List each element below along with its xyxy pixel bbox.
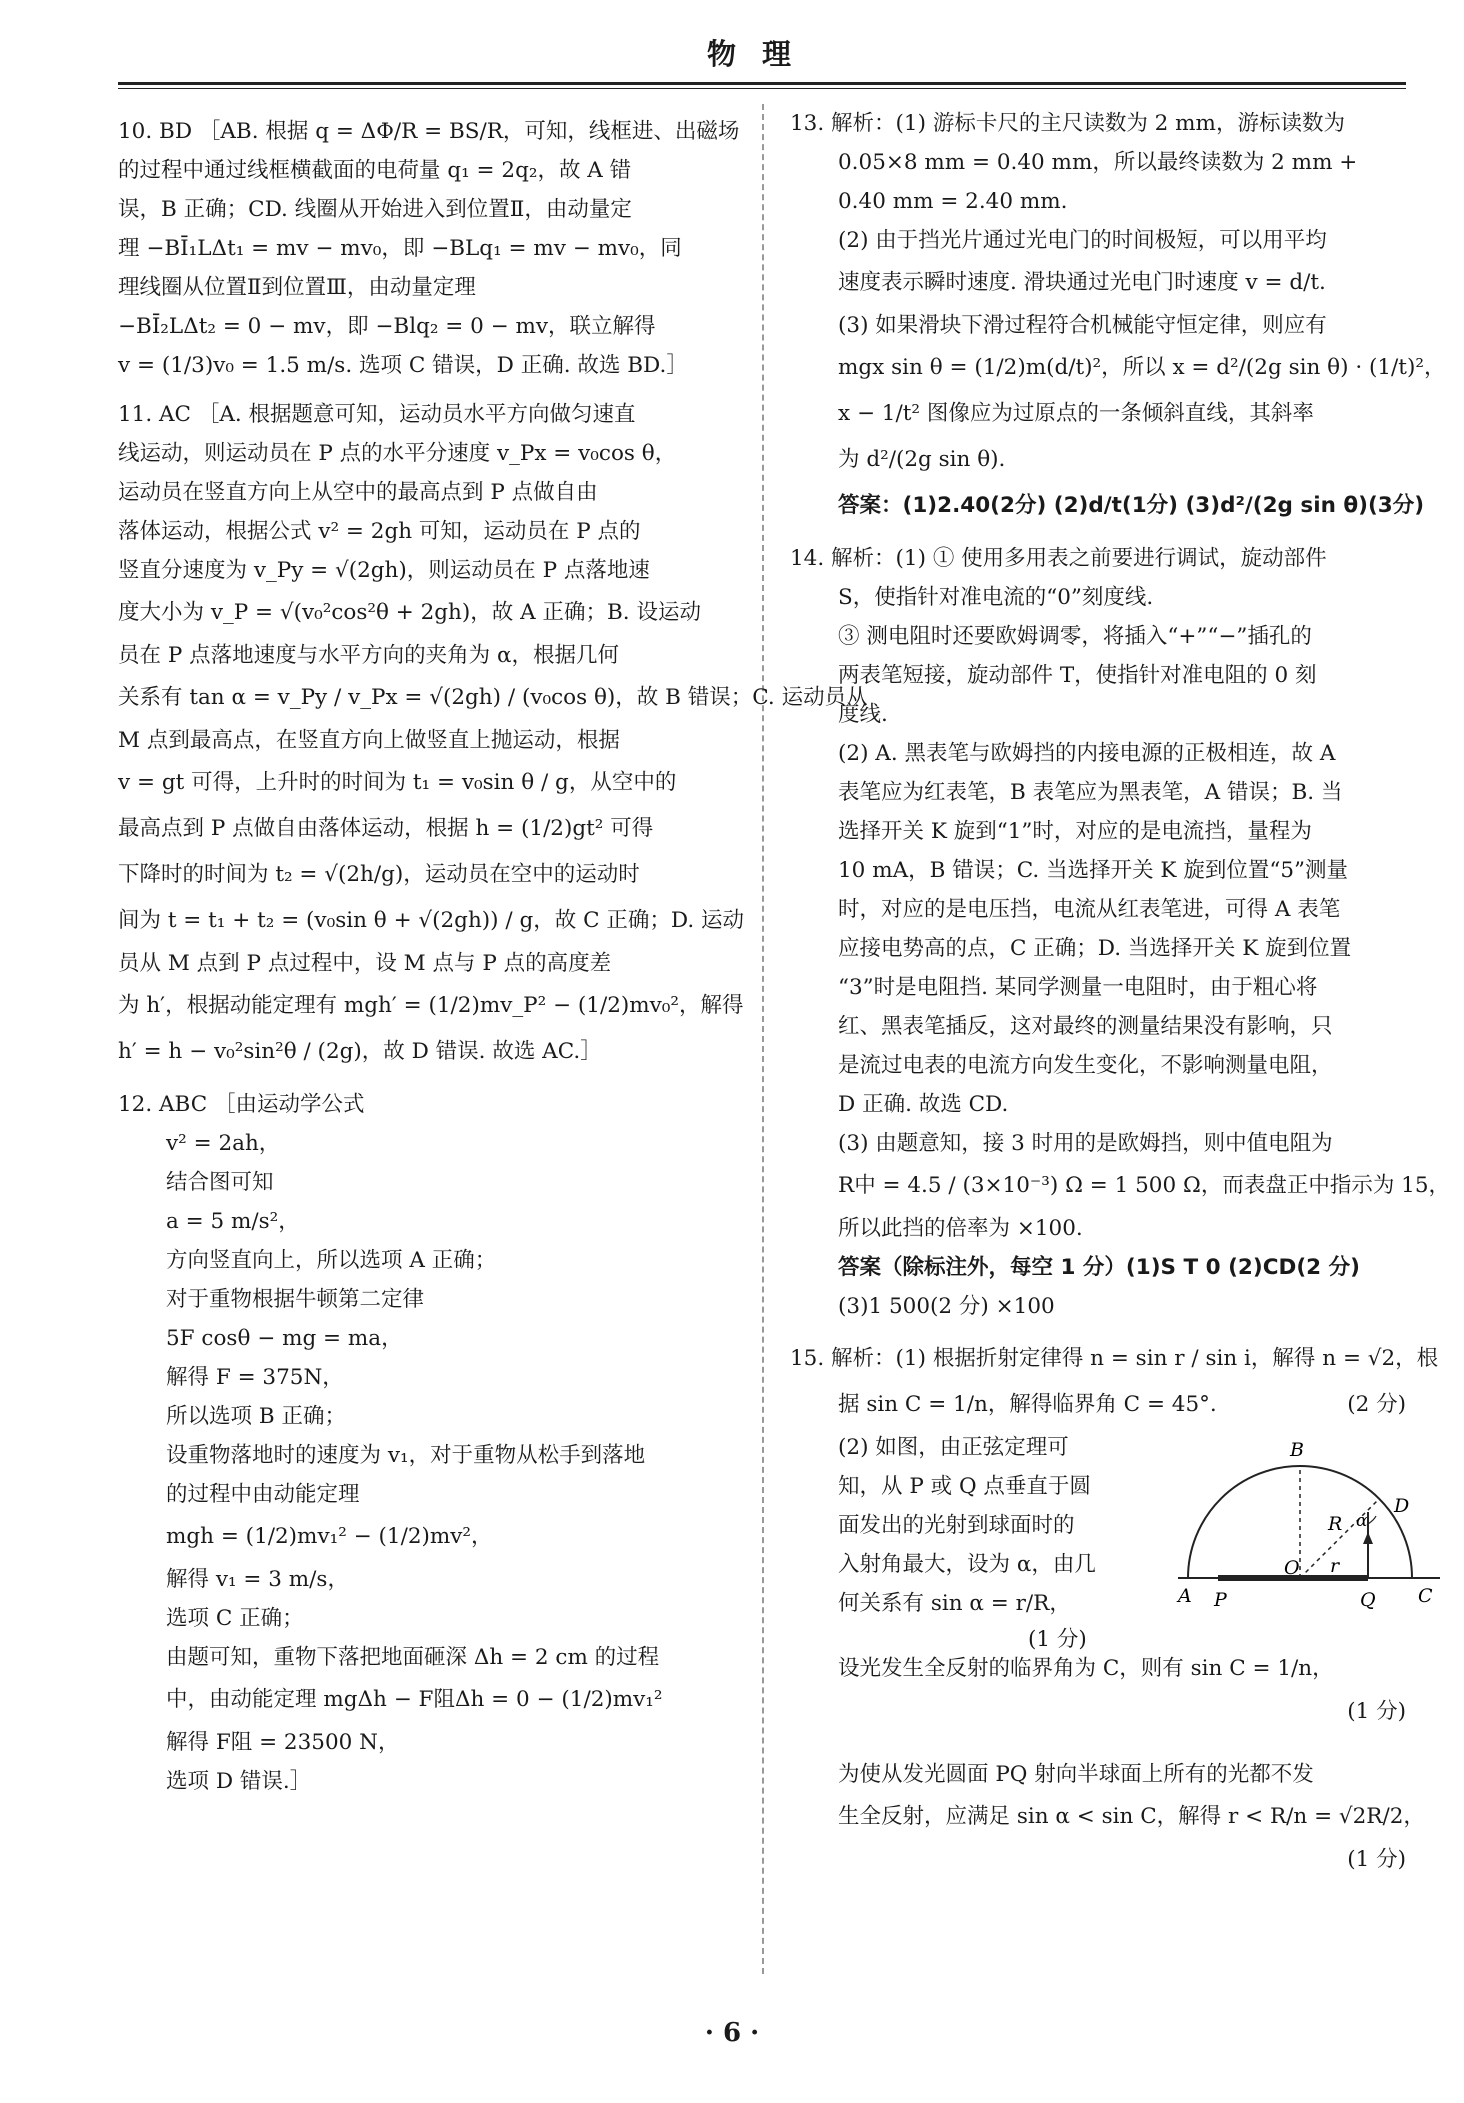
text-line: 中，由动能定理 mgΔh − F阻Δh = 0 − (1/2)mv₁² [166, 1687, 663, 1712]
text-line: 度大小为 v_P = √(v₀²cos²θ + 2gh)，故 A 正确；B. 设运动 [118, 600, 701, 625]
text-line: 15. 解析：(1) 根据折射定律得 n = sin r / sin i，解得 n = √2，根 [790, 1346, 1439, 1371]
answer-10 [118, 112, 738, 385]
text-line: 下降时的时间为 t₂ = √(2h/g)，运动员在空中的运动时 [118, 862, 640, 887]
angle-alpha-arc [1368, 1516, 1376, 1524]
text-line: 红、黑表笔插反，这对最终的测量结果没有影响，只 [838, 1014, 1333, 1039]
text-line: 关系有 tan α = v_Py / v_Px = √(2gh) / (v₀cos θ)，故 B 错误；C. 运动员从 [118, 685, 868, 710]
text-line: (2) 由于挡光片通过光电门的时间极短，可以用平均 [838, 228, 1327, 253]
answer-label: 答案（除标注外，每空 1 分）(1)S T 0 (2)CD(2 分) [838, 1255, 1360, 1280]
text-line: 解得 F阻 = 23500 N， [166, 1730, 400, 1755]
text-line: 表笔应为红表笔，B 表笔应为黑表笔，A 错误；B. 当 [838, 780, 1343, 805]
text-line: 最高点到 P 点做自由落体运动，根据 h = (1/2)gt² 可得 [118, 816, 654, 841]
text-line: 12. ABC ［由运动学公式 [118, 1092, 365, 1117]
label-a: A [1178, 1585, 1192, 1607]
text-line: (3) 如果滑块下滑过程符合机械能守恒定律，则应有 [838, 313, 1327, 338]
text-line: M 点到最高点，在竖直方向上做竖直上抛运动，根据 [118, 728, 620, 753]
text-line: a = 5 m/s²， [166, 1209, 300, 1234]
label-b: B [1290, 1439, 1304, 1461]
text-line: 设重物落地时的速度为 v₁，对于重物从松手到落地 [166, 1443, 646, 1468]
ray-arrow [1363, 1532, 1373, 1544]
text-line: 为 d²/(2g sin θ). [838, 447, 1006, 472]
text-span: 据 sin C = 1/n，解得临界角 C = 45°. [838, 1392, 1217, 1417]
text-line: 的过程中由动能定理 [166, 1482, 360, 1507]
text-line: 方向竖直向上，所以选项 A 正确； [166, 1248, 497, 1273]
text-line: 两表笔短接，旋动部件 T，使指针对准电阻的 0 刻 [838, 663, 1317, 688]
text-line: 5F cosθ − mg = ma， [166, 1326, 403, 1351]
text-line: 所以选项 B 正确； [166, 1404, 346, 1429]
header-rule-thin [118, 88, 1406, 89]
score-mark: (1 分) [1347, 1699, 1406, 1724]
text-line: (2) A. 黑表笔与欧姆挡的内接电源的正极相连，故 A [838, 741, 1336, 766]
text-line: 选项 C 正确； [166, 1606, 304, 1631]
text-line: 0.05×8 mm = 0.40 mm，所以最终读数为 2 mm + [838, 150, 1358, 175]
text-line: 间为 t = t₁ + t₂ = (v₀sin θ + √(2gh)) / g，故 C 正确；D. 运动 [118, 908, 744, 933]
text-line: R中 = 4.5 / (3×10⁻³) Ω = 1 500 Ω，而表盘正中指示为 15， [838, 1173, 1451, 1198]
text-line: mgh = (1/2)mv₁² − (1/2)mv²， [166, 1524, 493, 1549]
figure-caption-text [838, 1428, 1128, 1623]
text-line: 度线. [838, 702, 888, 727]
text-line: mgx sin θ = (1/2)m(d/t)²，所以 x = d²/(2g sin θ) · (1/t)²， [838, 355, 1446, 380]
text-line: (3)1 500(2 分) ×100 [838, 1294, 1055, 1319]
score-mark: (2 分) [1347, 1392, 1406, 1417]
text-line: 理线圈从位置Ⅱ到位置Ⅲ，由动量定理 [118, 275, 476, 300]
text-line: 结合图可知 [166, 1170, 274, 1195]
text-line: (3) 由题意知，接 3 时用的是欧姆挡，则中值电阻为 [838, 1131, 1333, 1156]
text-line: 知，从 P 或 Q 点垂直于圆 [838, 1474, 1091, 1499]
text-line: “3”时是电阻挡. 某同学测量一电阻时，由于粗心将 [838, 975, 1318, 1000]
text-line: 理 −BĪ₁LΔt₁ = mv − mv₀，即 −BLq₁ = mv − mv₀，同 [118, 236, 682, 261]
text-line: 为使从发光圆面 PQ 射向半球面上所有的光都不发 [838, 1762, 1314, 1787]
text-line: 是流过电表的电流方向发生变化，不影响测量电阻， [838, 1053, 1333, 1078]
label-r-big: R [1328, 1513, 1343, 1535]
text-line: 10. BD ［AB. 根据 q = ΔΦ/R = BS/R，可知，线框进、出磁场 [118, 119, 740, 144]
text-line: 竖直分速度为 v_Py = √(2gh)，则运动员在 P 点落地速 [118, 558, 650, 583]
text-line: 入射角最大，设为 α，由几 [838, 1552, 1096, 1577]
text-line: 落体运动，根据公式 v² = 2gh 可知，运动员在 P 点的 [118, 519, 641, 544]
text-line: 13. 解析：(1) 游标卡尺的主尺读数为 2 mm，游标读数为 [790, 111, 1345, 136]
answer-13 [790, 104, 1446, 529]
text-line: ③ 测电阻时还要欧姆调零，将插入“+”“−”插孔的 [838, 624, 1312, 649]
text-line: 何关系有 sin α = r/R， [838, 1591, 1071, 1616]
label-p: P [1214, 1589, 1227, 1611]
text-line: 选择开关 K 旋到“1”时，对应的是电流挡，量程为 [838, 819, 1312, 844]
score-mark: (1 分) [1028, 1627, 1087, 1652]
text-line: 设光发生全反射的临界角为 C，则有 sin C = 1/n， [838, 1656, 1334, 1681]
text-line: h′ = h − v₀²sin²θ / (2g)，故 D 错误. 故选 AC.］ [118, 1039, 602, 1064]
text-line: 解得 v₁ = 3 m/s， [166, 1567, 349, 1592]
text-line: D 正确. 故选 CD. [838, 1092, 1009, 1117]
page-number: · 6 · [704, 2018, 760, 2048]
answer-14 [790, 539, 1451, 1326]
text-line: 应接电势高的点，C 正确；D. 当选择开关 K 旋到位置 [838, 936, 1352, 961]
text-line: 11. AC ［A. 根据题意可知，运动员水平方向做匀速直 [118, 402, 636, 427]
text-line: 线运动，则运动员在 P 点的水平分速度 v_Px = v₀cos θ， [118, 441, 677, 466]
label-c: C [1418, 1585, 1433, 1607]
answer-12 [118, 1085, 738, 1801]
text-line: −BĪ₂LΔt₂ = 0 − mv，即 −Blq₂ = 0 − mv，联立解得 [118, 314, 656, 339]
text-line [790, 1382, 1406, 1428]
text-line: 解得 F = 375N， [166, 1365, 344, 1390]
answer-label: 答案：(1)2.40(2分) (2)d/t(1分) (3)d²/(2g sin θ)(3分) [838, 493, 1425, 518]
label-d: D [1394, 1495, 1410, 1517]
text-line: 运动员在竖直方向上从空中的最高点到 P 点做自由 [118, 480, 598, 505]
text-line: 所以此挡的倍率为 ×100. [838, 1216, 1083, 1241]
header-rule [118, 82, 1406, 85]
score-mark: (1 分) [1347, 1847, 1406, 1872]
text-line: 0.40 mm = 2.40 mm. [838, 189, 1068, 214]
text-line: 选项 D 错误.］ [166, 1769, 312, 1794]
text-line: 生全反射，应满足 sin α < sin C，解得 r < R/n = √2R/2， [838, 1804, 1425, 1829]
figure-block [838, 1428, 1433, 1652]
page-header [118, 24, 1406, 90]
text-line: 对于重物根据牛顿第二定律 [166, 1287, 425, 1312]
text-line: 的过程中通过线框横截面的电荷量 q₁ = 2q₂，故 A 错 [118, 158, 632, 183]
answer-15 [790, 1336, 1439, 1879]
right-column [790, 104, 1451, 1889]
text-line: 误，B 正确；CD. 线圈从开始进入到位置Ⅱ，由动量定 [118, 197, 632, 222]
label-q: Q [1360, 1589, 1376, 1611]
text-line: v = gt 可得，上升时的时间为 t₁ = v₀sin θ / g，从空中的 [118, 770, 677, 795]
column-divider [762, 104, 764, 1974]
text-line: 速度表示瞬时速度. 滑块通过光电门时速度 v = d/t. [838, 270, 1326, 295]
text-line: 由题可知，重物下落把地面砸深 Δh = 2 cm 的过程 [166, 1645, 660, 1670]
text-line: 员从 M 点到 P 点过程中，设 M 点与 P 点的高度差 [118, 951, 612, 976]
label-alpha: α [1356, 1511, 1368, 1531]
label-r-small: r [1330, 1555, 1340, 1577]
label-o: O [1284, 1557, 1300, 1579]
text-line: 14. 解析：(1) ① 使用多用表之前要进行调试，旋动部件 [790, 546, 1327, 571]
text-line: v² = 2ah， [166, 1131, 281, 1156]
hemisphere-diagram [1178, 1428, 1454, 1618]
text-line: 为 h′，根据动能定理有 mgh′ = (1/2)mv_P² − (1/2)mv₀²，解得 [118, 993, 744, 1018]
text-line: S，使指针对准电流的“0”刻度线. [838, 585, 1154, 610]
answer-summary-14 [790, 1248, 1406, 1287]
answer-summary-13 [790, 483, 1425, 529]
text-line: 时，对应的是电压挡，电流从红表笔进，可得 A 表笔 [838, 897, 1341, 922]
subject-title: 物理 [706, 37, 817, 71]
text-line: 面发出的光射到球面时的 [838, 1513, 1075, 1538]
text-line: 员在 P 点落地速度与水平方向的夹角为 α，根据几何 [118, 643, 619, 668]
text-line: v = (1/3)v₀ = 1.5 m/s. 选项 C 错误，D 正确. 故选 BD.］ [118, 353, 688, 378]
text-line: 10 mA，B 错误；C. 当选择开关 K 旋到位置“5”测量 [838, 858, 1348, 883]
text-line: (2) 如图，由正弦定理可 [838, 1435, 1069, 1460]
text-line: x − 1/t² 图像应为过原点的一条倾斜直线，其斜率 [838, 401, 1314, 426]
